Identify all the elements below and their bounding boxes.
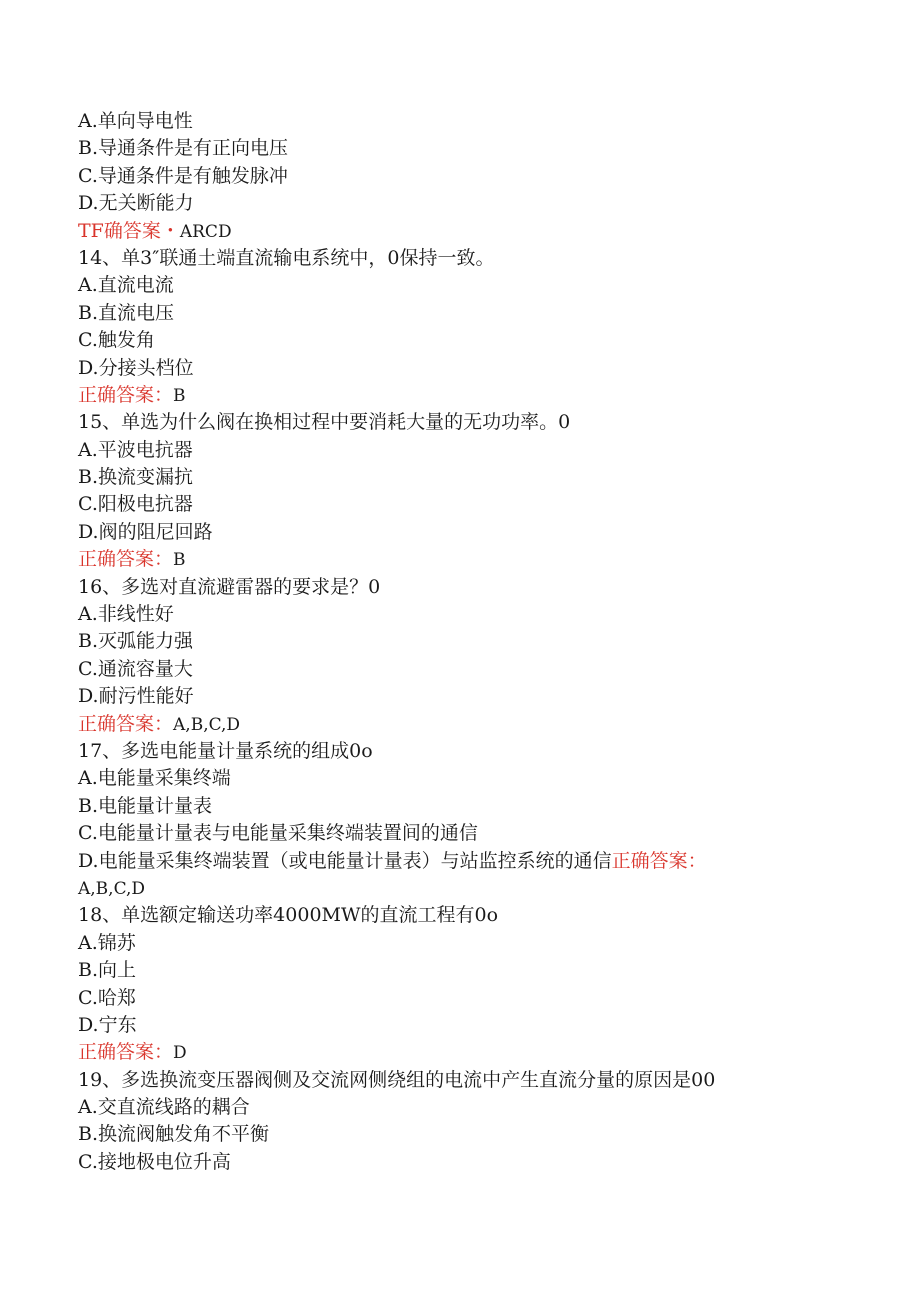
option-d-with-answer [78, 848, 878, 875]
option-b: B.直流电压 [78, 301, 175, 324]
option-a: A.单向导电性 [78, 110, 193, 132]
option-d: D.宁东 [78, 1013, 137, 1036]
option-c: C.哈郑 [78, 986, 136, 1009]
answer-line [78, 875, 878, 902]
answer-label: 正确答案： [78, 1041, 174, 1064]
option-a: A.锦苏 [78, 931, 136, 954]
option-a: A.平波电抗器 [78, 438, 193, 461]
answer-value: A,B,C,D [173, 714, 241, 735]
question-stem: 19、多选换流变压器阀侧及交流网侧绕组的电流中产生直流分量的原因是00 [78, 1068, 716, 1091]
answer-label: 正确答案： [78, 712, 174, 735]
option-c: C.接地极电位升高 [78, 1150, 231, 1173]
question-stem: 16、多选对直流避雷器的要求是？0 [78, 575, 381, 598]
answer-line [78, 218, 878, 245]
answer-value: A,B,C,D [78, 878, 146, 899]
option-c: C.导通条件是有触发脉冲 [78, 164, 288, 187]
question-stem: 14、单3″联通土端直流输电系统中，0保持一致。 [78, 246, 495, 269]
option-a: A.交直流线路的耦合 [78, 1096, 250, 1119]
option-c: C.阳极电抗器 [78, 493, 193, 516]
option-b: B.向上 [78, 959, 137, 982]
option-b: B.换流变漏抗 [78, 466, 194, 489]
answer-value: B [173, 385, 186, 406]
option-b: B.灭弧能力强 [78, 630, 194, 653]
answer-value: B [173, 550, 186, 571]
option-d: D.分接头档位 [78, 356, 194, 379]
answer-label: 正确答案： [78, 383, 174, 406]
answer-value: ARCD [179, 221, 232, 242]
answer-label: 正确答案： [78, 548, 174, 571]
option-b: B.导通条件是有正向电压 [78, 137, 289, 160]
option-d: D.耐污性能好 [78, 685, 194, 708]
option-d: D.无关断能力 [78, 192, 194, 215]
question-stem: 18、单选额定输送功率4000MW的直流工程有0o [78, 904, 499, 927]
option-b: B.换流阀触发角不平衡 [78, 1123, 270, 1146]
document-page [78, 108, 878, 1176]
answer-value: D [173, 1043, 187, 1064]
answer-line [78, 382, 878, 409]
option-a: A.直流电流 [78, 274, 174, 297]
option-b: B.电能量计量表 [78, 794, 213, 817]
answer-line [78, 711, 878, 738]
question-stem: 15、单选为什么阀在换相过程中要消耗大量的无功功率。0 [78, 411, 571, 434]
answer-label: TF确答案・ [78, 219, 180, 242]
question-stem: 17、多选电能量计量系统的组成0o [78, 739, 373, 762]
option-a: A.电能量采集终端 [78, 767, 231, 790]
option-d: D.电能量采集终端装置（或电能量计量表）与站监控系统的通信 [78, 849, 612, 872]
option-d: D.阀的阻尼回路 [78, 520, 213, 543]
option-c: C.触发角 [78, 329, 155, 352]
option-c: C.通流容量大 [78, 657, 193, 680]
answer-line [78, 546, 878, 573]
answer-line [78, 1039, 878, 1066]
option-c: C.电能量计量表与电能量采集终端装置间的通信 [78, 822, 478, 845]
option-a: A.非线性好 [78, 603, 174, 626]
answer-label: 正确答案： [611, 849, 707, 872]
